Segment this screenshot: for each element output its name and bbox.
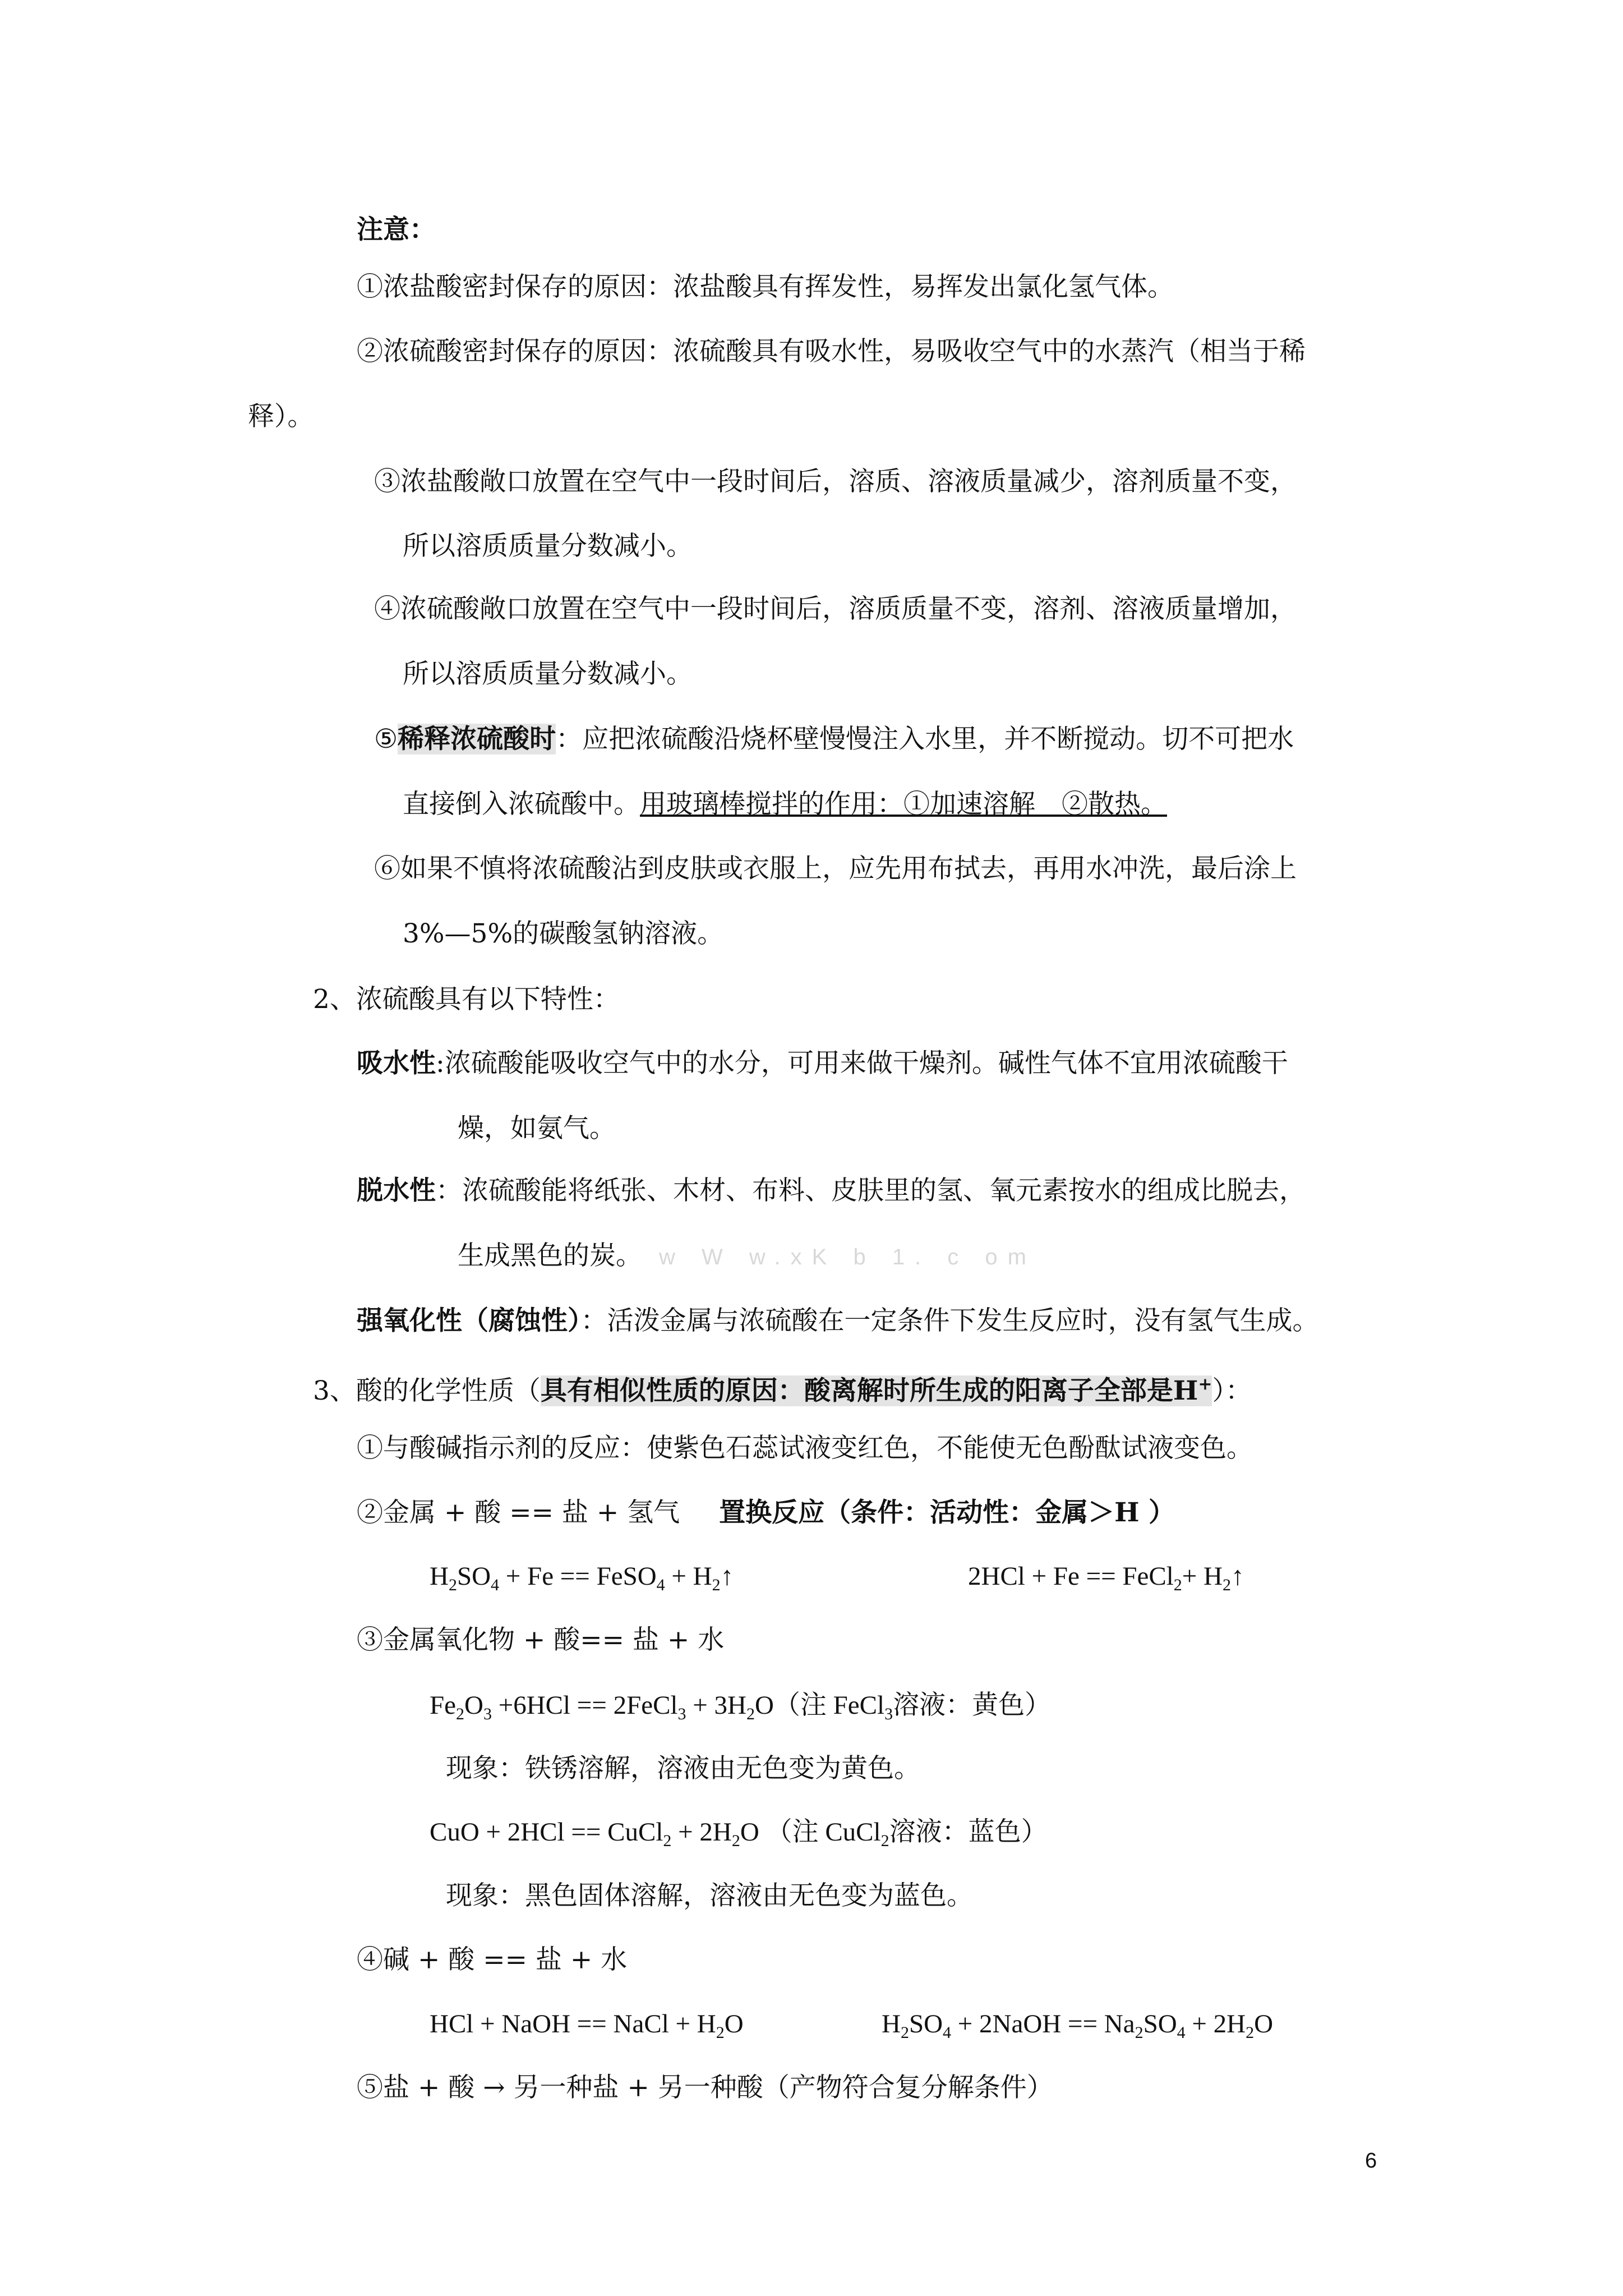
notice-item-3-cont: 所以溶质质量分数减小。: [403, 531, 693, 562]
equation-h2so4-fe: $H_2SO_4 + Fe$ == FeSO$_4$ + $H_2↑$: [430, 1562, 734, 1594]
dilution-text: ：应把浓硫酸沿烧杯壁慢慢注入水里，并不断搅动。切不可把水: [556, 724, 1294, 754]
equation-cuo: CuO + 2HCl == CuCl$_2$ + $2H_2O$ （注 CuCl$_2$溶液：蓝色）: [430, 1818, 1048, 1850]
phenomenon-1: 现象：铁锈溶解，溶液由无色变为黄色。: [446, 1753, 920, 1784]
section-3-prefix: 3、酸的化学性质（: [313, 1375, 541, 1406]
dilution-warning: 直接倒入浓硫酸中。: [403, 789, 640, 820]
notice-item-2-cont: 释）。: [248, 401, 314, 432]
notice-item-6-cont: 3%—5%的碳酸氢钠溶液。: [403, 918, 724, 949]
notice-item-2: ②浓硫酸密封保存的原因：浓硫酸具有吸水性，易吸收空气中的水蒸汽（相当于稀: [357, 336, 1306, 367]
dilution-label: 稀释浓硫酸时: [398, 724, 556, 754]
chem-prop-5: ⑤盐 + 酸 → 另一种盐 + 另一种酸（产物符合复分解条件）: [357, 2072, 1053, 2103]
property-dehydrate: [357, 1174, 1306, 1208]
watermark: w W w.xK b 1. c om: [659, 1245, 1036, 1269]
section-3-suffix: ）：: [1212, 1375, 1252, 1406]
notice-item-4: ④浓硫酸敞口放置在空气中一段时间后，溶质质量不变，溶剂、溶液质量增加，: [374, 593, 1297, 624]
chem-prop-3: ③金属氧化物 + 酸== 盐 + 水: [357, 1625, 725, 1655]
equation-hcl-naoh: HCl + NaOH == NaCl + $H_2O$: [430, 2009, 744, 2042]
notice-item-5: [374, 723, 1294, 756]
section-2-title: 2、浓硫酸具有以下特性：: [313, 984, 620, 1015]
absorb-text: :浓硫酸能吸收空气中的水分，可用来做干燥剂。碱性气体不宜用浓硫酸干: [436, 1048, 1288, 1079]
dehydrate-label: 脱水性: [357, 1175, 436, 1206]
chem-prop-4: ④碱 + 酸 == 盐 + 水: [357, 1944, 628, 1975]
stirring-purpose: 用玻璃棒搅拌的作用：①加速溶解 ②散热。: [640, 789, 1167, 820]
notice-item-4-cont: 所以溶质质量分数减小。: [403, 659, 693, 689]
notice-title: 注意：: [357, 214, 436, 245]
notice-item-3: ③浓盐酸敞口放置在空气中一段时间后，溶质、溶液质量减少，溶剂质量不变，: [374, 466, 1297, 497]
dehydrate-text-2: 生成黑色的炭。: [458, 1240, 642, 1271]
property-oxidize: [357, 1304, 1319, 1338]
equation-fe2o3: $Fe_2O_3 +6HCl$ == 2FeCl$_3$ + $3H_2O$（注 FeCl$_3$溶液：黄色）: [430, 1691, 1052, 1723]
absorb-label: 吸水性: [357, 1048, 436, 1079]
notice-item-5-cont: [403, 788, 1167, 821]
displacement-note: 置换反应（条件：活动性：金属＞H ）: [719, 1497, 1175, 1528]
equation-hcl-fe: 2HCl + Fe == FeCl$_2$+ $H_2↑$: [968, 1562, 1244, 1594]
phenomenon-2: 现象：黑色固体溶解，溶液由无色变为蓝色。: [446, 1880, 973, 1911]
property-dehydrate-cont: [458, 1239, 1036, 1274]
page-number: 6: [1365, 2149, 1377, 2173]
chem-prop-1: ①与酸碱指示剂的反应：使紫色石蕊试液变红色，不能使无色酚酞试液变色。: [357, 1433, 1253, 1464]
metal-acid-eq: ②金属 + 酸 == 盐 + 氢气: [357, 1497, 680, 1528]
equation-h2so4-naoh: $H_2SO_4$ + 2NaOH == $Na_2SO_4 + 2H_2O$: [882, 2009, 1274, 2042]
section-3-title: [313, 1368, 1252, 1408]
property-absorb: [357, 1047, 1288, 1080]
item-marker: ⑤: [374, 724, 398, 754]
dehydrate-text: ：浓硫酸能将纸张、木材、布料、皮肤里的氢、氧元素按水的组成比脱去，: [436, 1175, 1306, 1206]
oxidize-label: 强氧化性（腐蚀性）: [357, 1305, 581, 1336]
oxidize-text: ：活泼金属与浓硫酸在一定条件下发生反应时，没有氢气生成。: [580, 1305, 1319, 1336]
chem-prop-2: [357, 1496, 1175, 1530]
notice-item-6: ⑥如果不慎将浓硫酸沾到皮肤或衣服上，应先用布拭去，再用水冲洗，最后涂上: [374, 853, 1297, 884]
section-3-reason: 具有相似性质的原因：酸离解时所生成的阳离子全部是H+: [540, 1374, 1212, 1406]
property-absorb-cont: 燥，如氨气。: [458, 1113, 616, 1144]
notice-item-1: ①浓盐酸密封保存的原因：浓盐酸具有挥发性，易挥发出氯化氢气体。: [357, 272, 1174, 302]
